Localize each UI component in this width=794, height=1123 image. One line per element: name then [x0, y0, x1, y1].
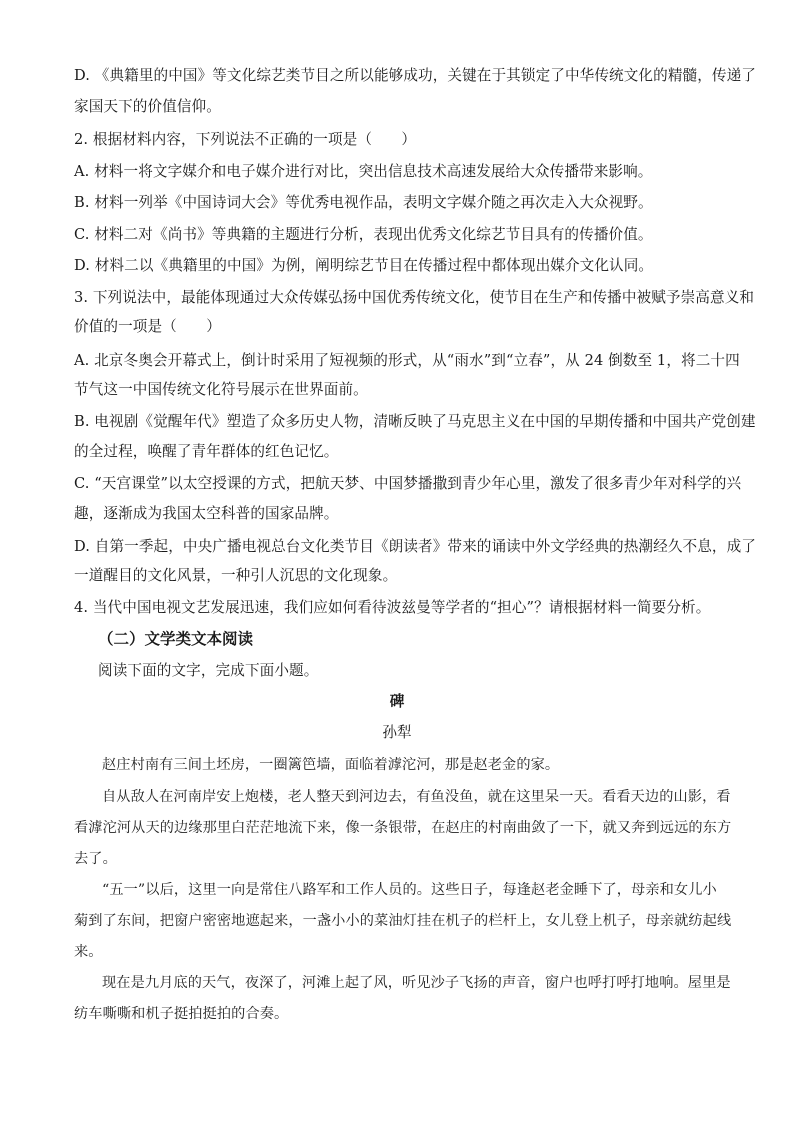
q2-option-d: D. 材料二以《典籍里的中国》为例，阐明综艺节目在传播过程中都体现出媒介文化认同。: [74, 257, 654, 274]
q2-option-b: B. 材料一列举《中国诗词大会》等优秀电视作品，表明文字媒介随之再次走入大众视野。: [74, 194, 653, 211]
story-title: 碑: [389, 693, 405, 710]
q3-option-b-line1: B. 电视剧《觉醒年代》塑造了众多历史人物，清晰反映了马克思主义在中国的早期传播和中国共产党创建: [74, 413, 756, 430]
story-paragraph-3-line1: “五一”以后，这里一向是常住八路军和工作人员的。这些日子，每逢赵老金睡下了，母亲和女儿小: [102, 882, 717, 898]
q3-option-d-line2: 一道醒目的文化风景，一种引人沉思的文化现象。: [74, 567, 398, 584]
section-instruction: 阅读下面的文字，完成下面小题。: [98, 662, 319, 679]
q3-stem-line1: 3. 下列说法中，最能体现通过大众传媒弘扬中国优秀传统文化，使节目在生产和传播中被赋予崇高意义和: [74, 289, 755, 306]
q2-option-a: A. 材料一将文字媒介和电子媒介进行对比，突出信息技术高速发展给大众传播带来影响。: [74, 163, 653, 180]
story-paragraph-1: 赵庄村南有三间土坯房，一圈篱笆墙，面临着滹沱河，那是赵老金的家。: [102, 757, 560, 773]
story-paragraph-3-line3: 来。: [74, 944, 103, 960]
q4-stem: 4. 当代中国电视文艺发展迅速，我们应如何看待波兹曼等学者的“担心”？请根据材料一简要分析。: [74, 599, 711, 616]
q3-stem-line2: 价值的一项是（ ）: [74, 318, 221, 335]
q3-option-c-line1: C. “天宫课堂”以太空授课的方式，把航天梦、中国梦播撒到青少年心里，激发了很多青少年对科学的兴: [74, 475, 742, 492]
q3-option-b-line2: 的全过程，唤醒了青年群体的红色记忆。: [74, 443, 339, 460]
story-paragraph-3-line2: 菊到了东间，把窗户密密地遮起来，一盏小小的菜油灯挂在机子的栏杆上，女儿登上机子，母亲就纺起线: [74, 913, 732, 929]
q3-option-a-line1: A. 北京冬奥会开幕式上，倒计时采用了短视频的形式，从“雨水”到“立春”，从 24 倒数至 1，将二十四: [74, 352, 740, 369]
story-paragraph-4-line2: 纺车嘶嘶和机子挺拍挺拍的合奏。: [74, 1006, 289, 1022]
story-author: 孙犁: [382, 724, 412, 741]
q3-option-c-line2: 趣，逐渐成为我国太空科普的国家品牌。: [74, 505, 339, 522]
story-paragraph-2-line3: 去了。: [74, 851, 117, 867]
q3-option-d-line1: D. 自第一季起，中央广播电视总台文化类节目《朗读者》带来的诵读中外文学经典的热潮经久不息，成了: [74, 538, 756, 555]
q2-option-c: C. 材料二对《尚书》等典籍的主题进行分析，表现出优秀文化综艺节目具有的传播价值。: [74, 226, 653, 243]
section-heading: （二）文学类文本阅读: [98, 630, 254, 648]
q2-stem: 2. 根据材料内容，下列说法不正确的一项是（ ）: [74, 131, 417, 148]
story-paragraph-2-line2: 看滹沱河从天的边缘那里白茫茫地流下来，像一条银带，在赵庄的村南曲敛了一下，就又奔到远远的东方: [74, 820, 732, 836]
q3-option-a-line2: 节气这一中国传统文化符号展示在世界面前。: [74, 381, 368, 398]
story-paragraph-4-line1: 现在是九月底的天气，夜深了，河滩上起了风，听见沙子飞扬的声音，窗户也呼打呼打地响。屋里是: [102, 975, 731, 991]
story-paragraph-2-line1: 自从敌人在河南岸安上炮楼，老人整天到河边去，有鱼没鱼，就在这里呆一天。看看天边的山影，看: [102, 789, 731, 805]
q1-option-d-line1: D. 《典籍里的中国》等文化综艺类节目之所以能够成功，关键在于其锁定了中华传统文化的精髓，传递了: [74, 67, 756, 84]
q1-option-d-line2: 家国天下的价值信仰。: [74, 98, 221, 115]
